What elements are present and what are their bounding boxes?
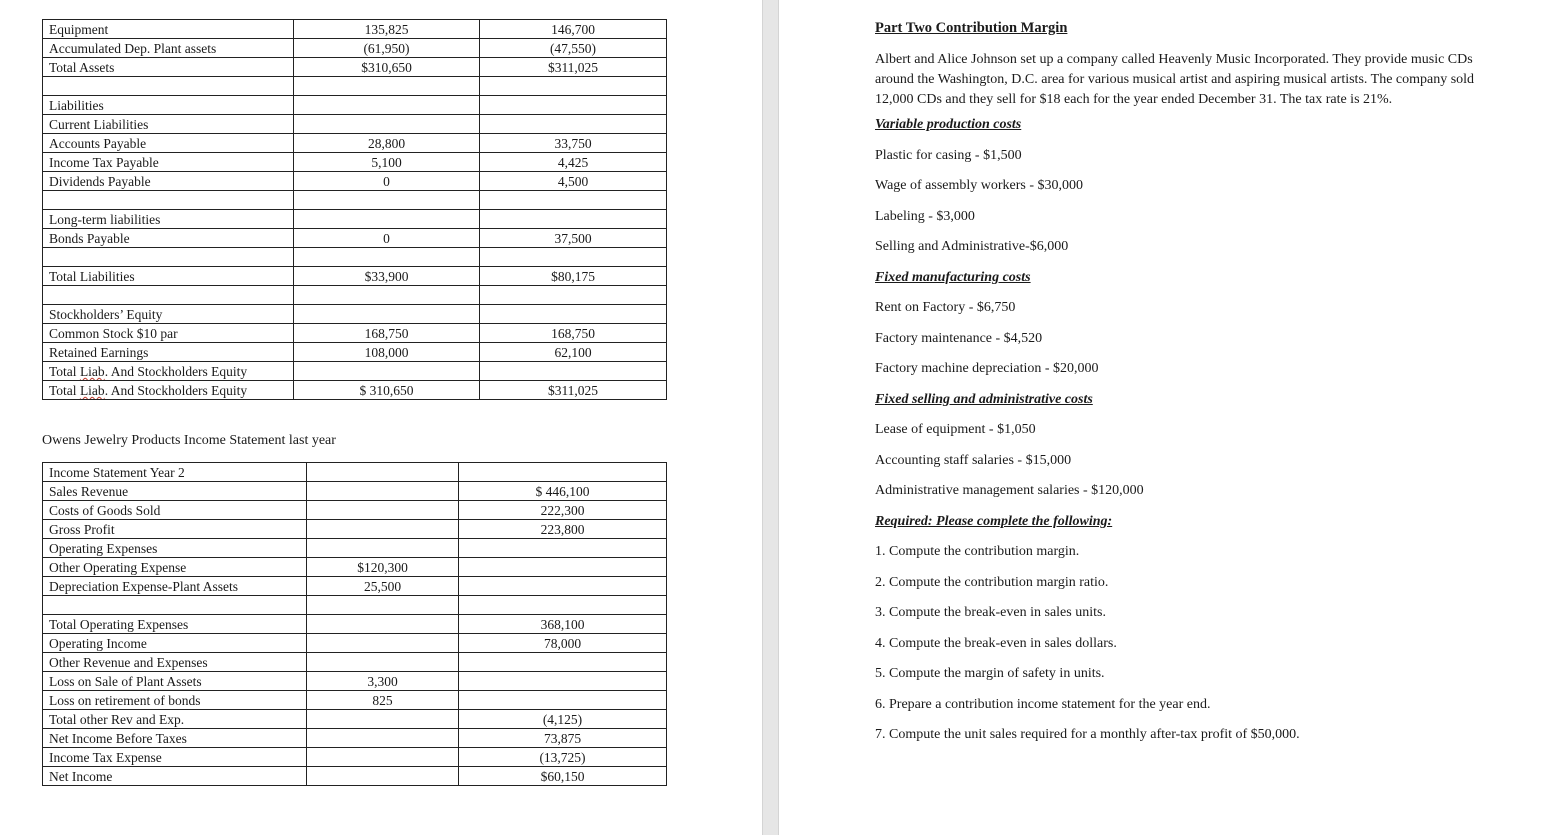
row-label: Accounts Payable (43, 134, 294, 153)
sub-amount (307, 596, 459, 615)
year-1-value: 28,800 (294, 134, 480, 153)
sub-amount (307, 615, 459, 634)
year-1-value: $310,650 (294, 58, 480, 77)
total-amount (459, 596, 667, 615)
table-row (43, 267, 667, 286)
row-label: Total Liabilities (43, 267, 294, 286)
table-row (43, 501, 667, 520)
total-amount (459, 558, 667, 577)
year-1-value: 0 (294, 229, 480, 248)
row-label: Liabilities (43, 96, 294, 115)
row-label: Other Operating Expense (43, 558, 307, 577)
table-row (43, 577, 667, 596)
year-1-value: $33,900 (294, 267, 480, 286)
list-item: Wage of assembly workers - $30,000 (875, 178, 1084, 193)
row-label: Operating Expenses (43, 539, 307, 558)
row-label (43, 191, 294, 210)
table-row (43, 229, 667, 248)
total-amount (459, 577, 667, 596)
table-row (43, 615, 667, 634)
fixed-manufacturing-list (875, 293, 1515, 385)
table-row (43, 748, 667, 767)
row-label (43, 381, 294, 400)
row-label: Net Income (43, 767, 307, 786)
row-label: Income Tax Payable (43, 153, 294, 172)
sub-amount (307, 767, 459, 786)
sub-amount (307, 539, 459, 558)
row-label (43, 77, 294, 96)
row-label: Income Statement Year 2 (43, 463, 307, 482)
list-item: 4. Compute the break-even in sales dollars. (875, 635, 1117, 651)
total-amount: 223,800 (459, 520, 667, 539)
fixed-selling-admin-heading: Fixed selling and administrative costs (875, 391, 1093, 407)
sub-amount (307, 729, 459, 748)
sub-amount (307, 463, 459, 482)
row-label: Sales Revenue (43, 482, 307, 501)
year-2-value: 168,750 (480, 324, 667, 343)
sub-amount: 3,300 (307, 672, 459, 691)
table-row (43, 191, 667, 210)
spellcheck-word: Liab (79, 383, 105, 398)
table-row (43, 596, 667, 615)
table-row (43, 691, 667, 710)
total-amount: (4,125) (459, 710, 667, 729)
table-row (43, 248, 667, 267)
row-label: Stockholders’ Equity (43, 305, 294, 324)
sub-amount (307, 634, 459, 653)
required-heading: Required: Please complete the following: (875, 513, 1113, 529)
variable-costs-list (875, 141, 1515, 263)
list-item: Factory machine depreciation - $20,000 (875, 361, 1099, 376)
row-label: Retained Earnings (43, 343, 294, 362)
table-row (43, 134, 667, 153)
intro-paragraph: Albert and Alice Johnson set up a company called Heavenly Music Incorporated. They provide music CDs around the Washington, D.C. area for various musical artist and aspiring musical artists. The company sold 12,000 CDs and they sell for $18 each for the year ended December 31. The tax rate is 21%. (875, 52, 1475, 107)
year-1-value: 5,100 (294, 153, 480, 172)
row-label: Total other Rev and Exp. (43, 710, 307, 729)
table-row (43, 672, 667, 691)
row-label: Loss on Sale of Plant Assets (43, 672, 307, 691)
total-amount (459, 463, 667, 482)
row-label: Other Revenue and Expenses (43, 653, 307, 672)
row-label: Gross Profit (43, 520, 307, 539)
total-amount (459, 653, 667, 672)
table-row (43, 210, 667, 229)
sub-amount (307, 710, 459, 729)
sub-amount (307, 482, 459, 501)
list-item: 7. Compute the unit sales required for a monthly after-tax profit of $50,000. (875, 727, 1300, 742)
table-row (43, 539, 667, 558)
year-1-value (294, 305, 480, 324)
year-2-value: 62,100 (480, 343, 667, 362)
table-row (43, 463, 667, 482)
part-two-section (875, 20, 1515, 751)
row-label: Depreciation Expense-Plant Assets (43, 577, 307, 596)
year-2-value: 146,700 (480, 20, 667, 39)
list-item: Accounting staff salaries - $15,000 (875, 452, 1072, 468)
year-2-value (480, 305, 667, 324)
row-label: Costs of Goods Sold (43, 501, 307, 520)
table-row (43, 96, 667, 115)
list-item: 6. Prepare a contribution income statement for the year end. (875, 696, 1211, 712)
year-2-value (480, 362, 667, 381)
table-row (43, 520, 667, 539)
list-item: Factory maintenance - $4,520 (875, 330, 1043, 346)
list-item: Lease of equipment - $1,050 (875, 422, 1036, 437)
row-label: Current Liabilities (43, 115, 294, 134)
table-row (43, 77, 667, 96)
year-2-value: 4,425 (480, 153, 667, 172)
year-2-value (480, 191, 667, 210)
list-item: Selling and Administrative-$6,000 (875, 239, 1069, 254)
row-label: Loss on retirement of bonds (43, 691, 307, 710)
year-1-value (294, 248, 480, 267)
total-amount: 368,100 (459, 615, 667, 634)
row-label (43, 362, 294, 381)
row-label (43, 286, 294, 305)
year-1-value (294, 362, 480, 381)
year-2-value: 33,750 (480, 134, 667, 153)
year-2-value: (47,550) (480, 39, 667, 58)
left-page (0, 0, 762, 835)
list-item: Rent on Factory - $6,750 (875, 300, 1016, 315)
list-item: 3. Compute the break-even in sales units. (875, 605, 1106, 620)
list-item: Administrative management salaries - $120,000 (875, 483, 1144, 498)
list-item: 5. Compute the margin of safety in units. (875, 666, 1105, 681)
income-statement-table (42, 462, 667, 786)
table-row (43, 58, 667, 77)
table-row (43, 482, 667, 501)
label-prefix: Total (49, 383, 80, 398)
year-1-value: 135,825 (294, 20, 480, 39)
sub-amount (307, 748, 459, 767)
total-amount: (13,725) (459, 748, 667, 767)
row-label: Common Stock $10 par (43, 324, 294, 343)
part-two-title: Part Two Contribution Margin (875, 20, 1068, 36)
table-row (43, 153, 667, 172)
table-row (43, 653, 667, 672)
sub-amount (307, 501, 459, 520)
year-1-value (294, 96, 480, 115)
row-label: Bonds Payable (43, 229, 294, 248)
variable-costs-heading: Variable production costs (875, 117, 1022, 132)
table-row (43, 39, 667, 58)
table-row (43, 20, 667, 39)
sub-amount: 25,500 (307, 577, 459, 596)
sub-amount: 825 (307, 691, 459, 710)
row-label (43, 596, 307, 615)
fixed-manufacturing-heading: Fixed manufacturing costs (875, 269, 1031, 285)
table-row (43, 172, 667, 191)
total-amount (459, 539, 667, 558)
table-row (43, 343, 667, 362)
year-1-value: (61,950) (294, 39, 480, 58)
year-2-value (480, 115, 667, 134)
label-prefix: Total (49, 364, 80, 379)
table-row (43, 305, 667, 324)
row-label: Equipment (43, 20, 294, 39)
table-row (43, 729, 667, 748)
sub-amount: $120,300 (307, 558, 459, 577)
year-2-value (480, 210, 667, 229)
year-2-value (480, 77, 667, 96)
year-2-value: 37,500 (480, 229, 667, 248)
year-1-value (294, 210, 480, 229)
table-row (43, 362, 667, 381)
year-2-value (480, 248, 667, 267)
page-gutter (762, 0, 779, 835)
year-2-value (480, 286, 667, 305)
year-2-value: 4,500 (480, 172, 667, 191)
table-row (43, 558, 667, 577)
row-label: Dividends Payable (43, 172, 294, 191)
sub-amount (307, 520, 459, 539)
row-label (43, 248, 294, 267)
spellcheck-word: Liab (79, 364, 105, 379)
table-row (43, 324, 667, 343)
total-amount: $60,150 (459, 767, 667, 786)
year-1-value: 0 (294, 172, 480, 191)
row-label: Total Assets (43, 58, 294, 77)
list-item: Labeling - $3,000 (875, 208, 975, 224)
total-amount: 78,000 (459, 634, 667, 653)
year-2-value: $311,025 (480, 381, 667, 400)
row-label: Income Tax Expense (43, 748, 307, 767)
year-1-value (294, 115, 480, 134)
table-row (43, 634, 667, 653)
year-1-value: 108,000 (294, 343, 480, 362)
row-label: Net Income Before Taxes (43, 729, 307, 748)
year-2-value (480, 96, 667, 115)
total-amount (459, 691, 667, 710)
table-row (43, 767, 667, 786)
row-label: Operating Income (43, 634, 307, 653)
right-page (779, 0, 1548, 835)
row-label: Accumulated Dep. Plant assets (43, 39, 294, 58)
total-amount: 222,300 (459, 501, 667, 520)
row-label: Total Operating Expenses (43, 615, 307, 634)
year-1-value (294, 286, 480, 305)
label-suffix: . And Stockholders Equity (104, 364, 248, 379)
total-amount (459, 672, 667, 691)
list-item: 1. Compute the contribution margin. (875, 544, 1080, 559)
total-amount: $ 446,100 (459, 482, 667, 501)
list-item: Plastic for casing - $1,500 (875, 147, 1022, 163)
table-row (43, 115, 667, 134)
year-2-value: $80,175 (480, 267, 667, 286)
total-amount: 73,875 (459, 729, 667, 748)
sub-amount (307, 653, 459, 672)
balance-sheet-table (42, 19, 667, 400)
year-1-value: 168,750 (294, 324, 480, 343)
income-statement-caption: Owens Jewelry Products Income Statement last year (42, 433, 336, 448)
table-row (43, 710, 667, 729)
row-label: Long-term liabilities (43, 210, 294, 229)
table-row (43, 381, 667, 400)
year-1-value (294, 77, 480, 96)
label-suffix: . And Stockholders Equity (104, 383, 248, 398)
required-list (875, 537, 1515, 751)
year-1-value: $ 310,650 (294, 381, 480, 400)
year-2-value: $311,025 (480, 58, 667, 77)
fixed-selling-admin-list (875, 415, 1515, 507)
table-row (43, 286, 667, 305)
list-item: 2. Compute the contribution margin ratio. (875, 574, 1109, 590)
year-1-value (294, 191, 480, 210)
